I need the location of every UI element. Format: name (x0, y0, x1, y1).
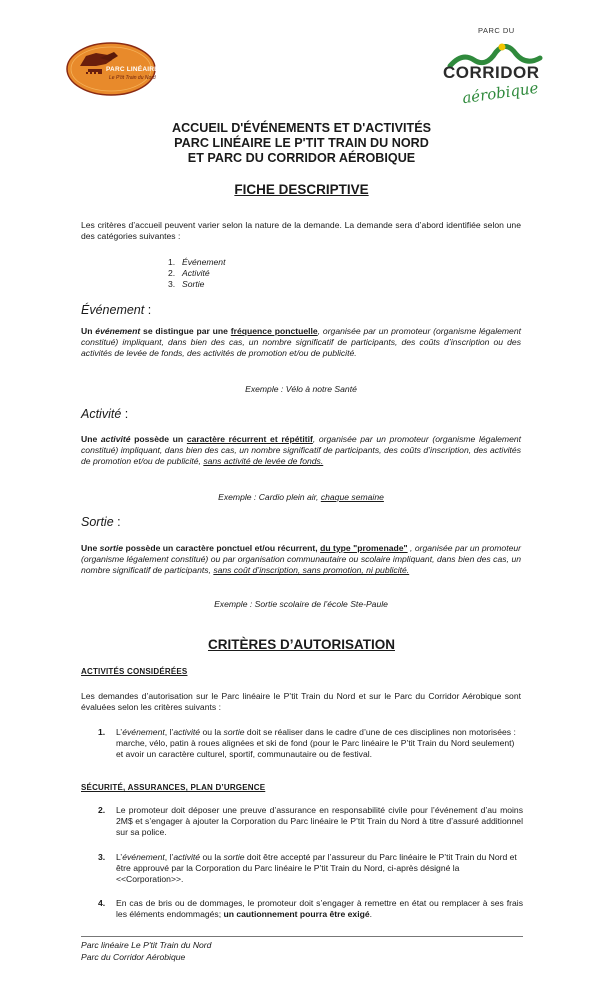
activite-heading-label: Activité (81, 407, 122, 421)
list-number: 1. (168, 257, 176, 267)
sortie-paragraph: Une sortie possède un caractère ponctuel et/ou récurrent, du type "promenade" , organisée par un promoteur (organisme légalement constitué) ou par organisation communautaire ou scolaire impliquant, dans bien des cas, un nombre significatif de participants, sans coût d’inscription, sans promotion, ni publicité. (81, 543, 522, 576)
criterion-1 (98, 727, 523, 761)
list-label: Événement (182, 257, 226, 267)
list-label: Sortie (182, 279, 205, 290)
logo-right-parc-du: PARC DU (478, 26, 515, 35)
fiche-descriptive-heading: FICHE DESCRIPTIVE (234, 182, 369, 197)
criterion-text: L’événement, l’activité ou la sortie doit être accepté par l’assureur du Parc linéaire le P’tit Train du Nord et être approuvé par la Corporation du Parc linéaire le P’tit Train du Nord, ci-après désigné la <<Corporation>>. (116, 852, 517, 885)
footer (81, 940, 211, 963)
list-number: 2. (168, 268, 176, 279)
evenement-paragraph: Un événement se distingue par une fréquence ponctuelle, organisée par un promoteur (organisme légalement constitué) impliquant, dans bien des cas, un nombre significatif de participants, des coûts d’inscription ou des activités de levée de fonds, des activités de promotion et/ou de publicité. (81, 326, 522, 359)
criterion-text: L’événement, l’activité ou la sortie doit se réaliser dans le cadre d’une de ces disciplines non motorisées : marche, vélo, patin à roues alignées et ski de fond (pour le Parc linéaire le P’tit Train du Nord seulement) et avoir un caractère culturel, sportif, communautaire ou de festival. (116, 727, 516, 760)
criterion-3 (98, 852, 523, 886)
activite-example: Exemple : Cardio plein air, chaque semaine (218, 492, 384, 502)
logo-left-text-2: Le P'tit Train du Nord (109, 75, 156, 81)
criterion-text: En cas de bris ou de dommages, le promoteur doit s’engager à remettre en état ou remplacer à ses frais les éléments endommagés; un cautionnement pourra être exigé. (116, 898, 523, 920)
evenement-heading (81, 303, 151, 317)
footer-line-2: Parc du Corridor Aérobique (81, 951, 186, 962)
criterion-number: 2. (98, 805, 106, 815)
activite-heading (81, 407, 128, 421)
activites-considerees-heading: ACTIVITÉS CONSIDÉRÉES (81, 667, 188, 676)
evenement-heading-label: Événement (81, 303, 145, 317)
activite-paragraph: Une activité possède un caractère récurrent et répétitif, organisée par un promoteur (organisme légalement constitué) impliquant, dans bien des cas, un nombre significatif de participants, des coûts d’inscription, des activités de promotion et/ou de publicité, sans activité de levée de fonds. (81, 434, 522, 467)
colon: : (113, 515, 121, 529)
sortie-heading-label: Sortie (81, 515, 114, 529)
category-list (168, 257, 225, 291)
logo-left-text-1: PARC LINÉAIRE (106, 66, 159, 73)
footer-divider (81, 936, 523, 937)
title-line-3: ET PARC DU CORRIDOR AÉROBIQUE (187, 151, 416, 165)
sortie-example: Exemple : Sortie scolaire de l’école Ste-Paule (214, 599, 388, 609)
document-title (0, 121, 603, 166)
intro-paragraph: Les critères d’accueil peuvent varier selon la nature de la demande. La demande sera d’abord identifiée selon une des catégories suivantes : (81, 220, 521, 242)
title-line-1: ACCUEIL D'ÉVÉNEMENTS ET D'ACTIVITÉS (171, 121, 432, 135)
criterion-text: Le promoteur doit déposer une preuve d’assurance en responsabilité civile pour l’événement d’au moins 2M$ et s’engager à ajouter la Corporation du Parc linéaire le P’tit Train du Nord à titre d’assuré additionnel sur sa police. (116, 805, 523, 838)
criterion-4 (98, 898, 523, 920)
list-number: 3. (168, 279, 176, 290)
corridor-aerobique-logo (440, 26, 550, 110)
logo-right-corridor: CORRIDOR (443, 63, 540, 82)
list-item (168, 257, 225, 268)
colon: : (144, 303, 152, 317)
criterion-number: 1. (98, 727, 106, 737)
evenement-example: Exemple : Vélo à notre Santé (245, 384, 357, 394)
activites-considerees-intro: Les demandes d’autorisation sur le Parc linéaire le P’tit Train du Nord et sur le Parc du Corridor Aérobique sont évaluées selon les critères suivants : (81, 691, 521, 713)
parc-lineaire-logo (66, 42, 159, 96)
title-line-2: PARC LINÉAIRE LE P'TIT TRAIN DU NORD (174, 136, 429, 150)
list-item (168, 279, 225, 290)
colon: : (121, 407, 129, 421)
criteres-heading: CRITÈRES D’AUTORISATION (207, 637, 395, 652)
sortie-heading (81, 515, 121, 529)
list-item (168, 268, 225, 279)
criterion-number: 4. (98, 898, 106, 908)
logo-right-aerobique: aérobique (461, 78, 540, 108)
list-label: Activité (182, 268, 210, 279)
securite-heading: SÉCURITÉ, ASSURANCES, PLAN D’URGENCE (81, 783, 266, 792)
criterion-2 (98, 805, 523, 839)
footer-line-1: Parc linéaire Le P'tit Train du Nord (81, 940, 212, 950)
criterion-number: 3. (98, 852, 106, 862)
